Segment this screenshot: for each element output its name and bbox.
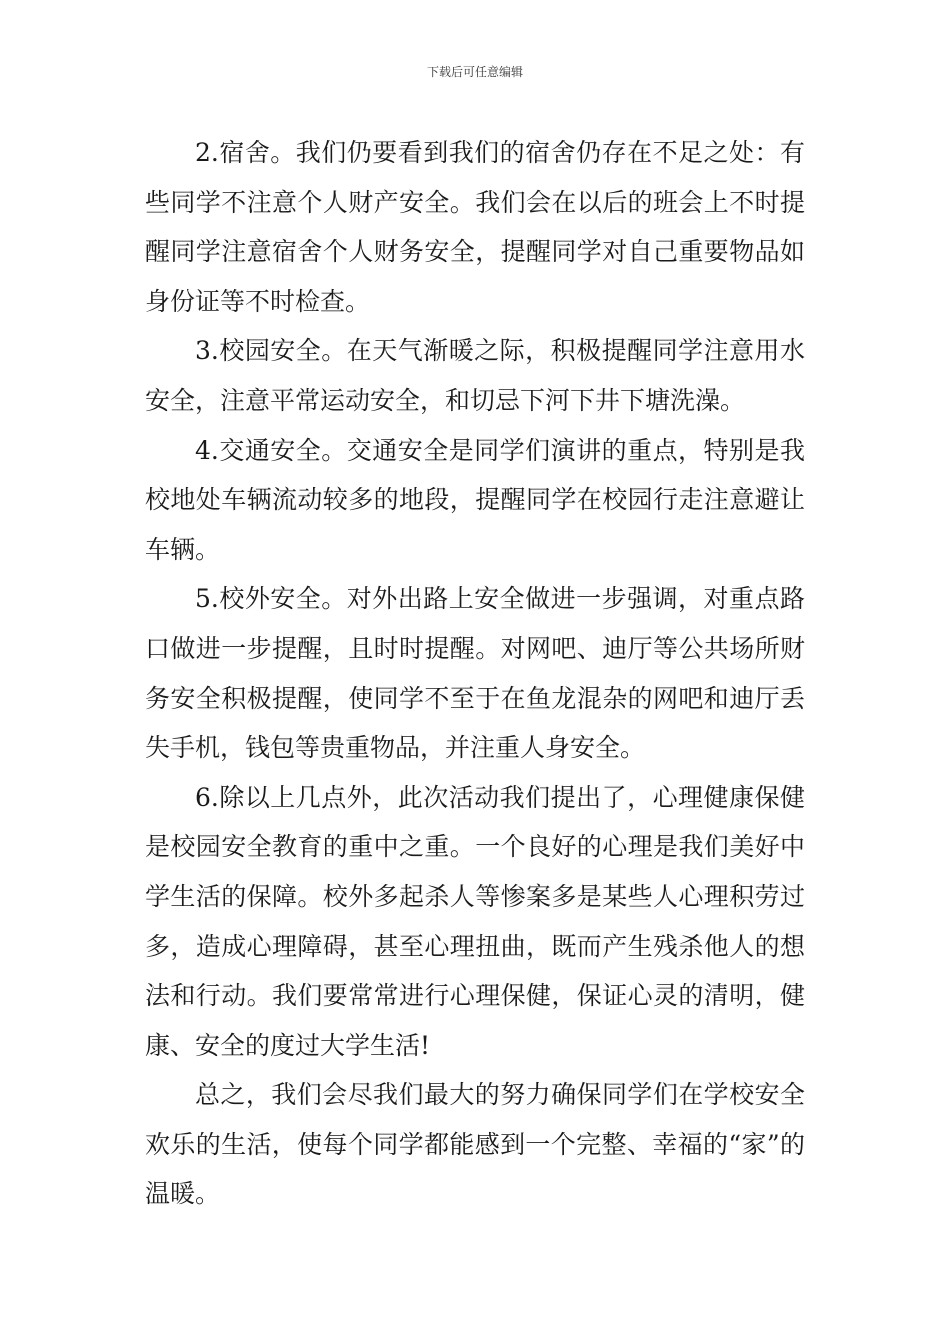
document-body xyxy=(145,128,805,1219)
paragraph-campus-safety: 3.校园安全。在天气渐暖之际，积极提醒同学注意用水安全，注意平常运动安全，和切忌下河下井下塘洗澡。 xyxy=(145,336,805,415)
header-note: 下载后可任意编辑 xyxy=(426,65,523,79)
paragraph-mental-health: 6.除以上几点外，此次活动我们提出了，心理健康保健是校园安全教育的重中之重。一个良好的心理是我们美好中学生活的保障。校外多起杀人等惨案多是某些人心理积劳过多，造成心理障碍，甚至心理扭曲，既而产生残杀他人的想法和行动。我们要常常进行心理保健，保证心灵的清明，健康、安全的度过大学生活! xyxy=(145,782,805,1060)
paragraph-traffic-safety: 4.交通安全。交通安全是同学们演讲的重点，特别是我校地处车辆流动较多的地段，提醒同学在校园行走注意避让车辆。 xyxy=(145,435,805,564)
paragraph-dormitory: 2.宿舍。我们仍要看到我们的宿舍仍存在不足之处：有些同学不注意个人财产安全。我们会在以后的班会上不时提醒同学注意宿舍个人财务安全，提醒同学对自己重要物品如身份证等不时检查。 xyxy=(145,138,805,316)
paragraph-off-campus-safety: 5.校外安全。对外出路上安全做进一步强调，对重点路口做进一步提醒，且时时提醒。对网吧、迪厅等公共场所财务安全积极提醒，使同学不至于在鱼龙混杂的网吧和迪厅丢失手机，钱包等贵重物品，并注重人身安全。 xyxy=(145,584,805,763)
paragraph-conclusion: 总之，我们会尽我们最大的努力确保同学们在学校安全欢乐的生活，使每个同学都能感到一个完整、幸福的“家”的温暖。 xyxy=(145,1080,805,1209)
